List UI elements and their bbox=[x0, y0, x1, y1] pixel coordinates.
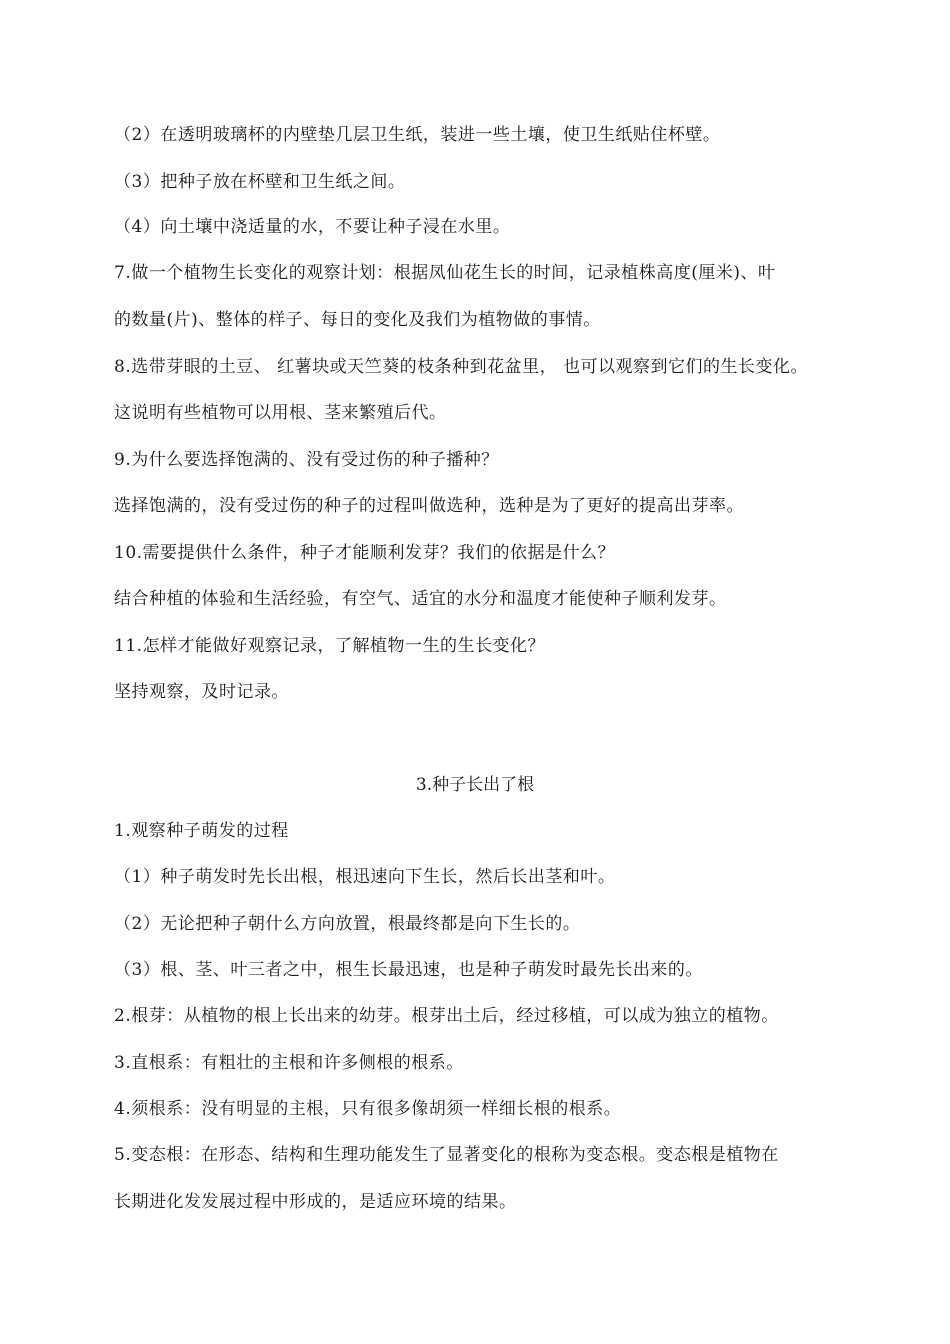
text-line: 结合种植的体验和生活经验，有空气、适宜的水分和温度才能使种子顺利发芽。 bbox=[114, 589, 727, 609]
text-line: （2）无论把种子朝什么方向放置，根最终都是向下生长的。 bbox=[114, 914, 581, 934]
text-line: 1.观察种子萌发的过程 bbox=[114, 821, 289, 841]
text-line: 2.根芽：从植物的根上长出来的幼芽。根芽出土后，经过移植，可以成为独立的植物。 bbox=[114, 1006, 779, 1026]
text-line: （4）向土壤中浇适量的水，不要让种子浸在水里。 bbox=[114, 217, 511, 237]
text-line: 4.须根系：没有明显的主根，只有很多像胡须一样细长根的根系。 bbox=[114, 1099, 622, 1119]
text-line: 3.直根系：有粗壮的主根和许多侧根的根系。 bbox=[114, 1053, 464, 1073]
text-line: 坚持观察，及时记录。 bbox=[114, 682, 289, 702]
text-line: 选择饱满的，没有受过伤的种子的过程叫做选种，选种是为了更好的提高出芽率。 bbox=[114, 496, 744, 516]
text-line: 9.为什么要选择饱满的、没有受过伤的种子播种？ bbox=[114, 450, 499, 470]
text-line: （3）把种子放在杯壁和卫生纸之间。 bbox=[114, 172, 406, 192]
text-line: 的数量(片)、整体的样子、每日的变化及我们为植物做的事情。 bbox=[114, 310, 601, 330]
text-line: （2）在透明玻璃杯的内壁垫几层卫生纸，装进一些土壤，使卫生纸贴住杯壁。 bbox=[114, 125, 721, 145]
text-line: 这说明有些植物可以用根、茎来繁殖后代。 bbox=[114, 403, 447, 423]
text-line: 11.怎样才能做好观察记录，了解植物一生的生长变化？ bbox=[114, 636, 546, 656]
text-line: 8.选带芽眼的土豆、 红薯块或天竺葵的枝条种到花盆里， 也可以观察到它们的生长变化。 bbox=[114, 357, 809, 377]
section-title: 3.种子长出了根 bbox=[415, 775, 535, 795]
text-line: 长期进化发发展过程中形成的，是适应环境的结果。 bbox=[114, 1192, 517, 1212]
text-line: 7.做一个植物生长变化的观察计划：根据凤仙花生长的时间，记录植株高度(厘米)、叶 bbox=[114, 263, 776, 283]
text-line: （1）种子萌发时先长出根，根迅速向下生长，然后长出茎和叶。 bbox=[114, 867, 616, 887]
text-line: 5.变态根：在形态、结构和生理功能发生了显著变化的根称为变态根。变态根是植物在 bbox=[114, 1145, 779, 1165]
text-line: （3）根、茎、叶三者之中，根生长最迅速，也是种子萌发时最先长出来的。 bbox=[114, 960, 703, 980]
text-line: 10.需要提供什么条件，种子才能顺利发芽？我们的依据是什么？ bbox=[114, 543, 616, 563]
